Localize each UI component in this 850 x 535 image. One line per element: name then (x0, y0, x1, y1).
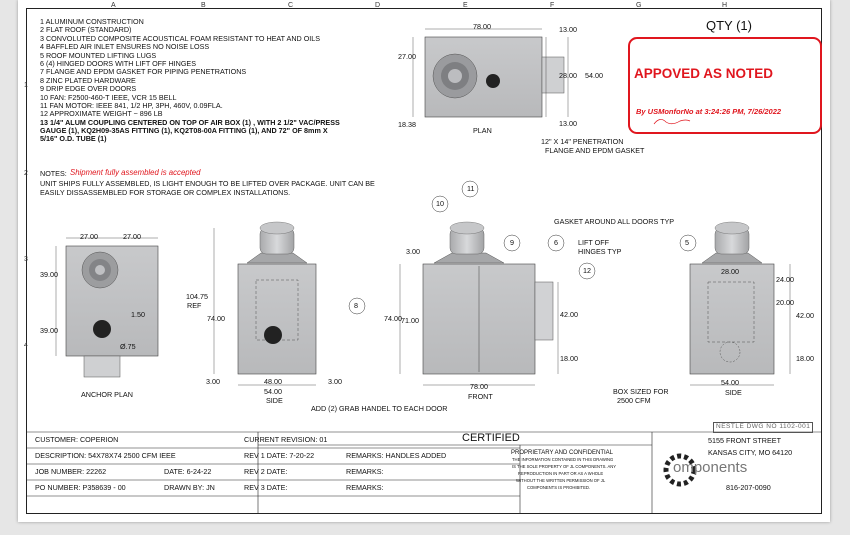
callout-12: 12 (583, 266, 591, 275)
callout-6: 6 (554, 238, 558, 247)
tb-customer: CUSTOMER: COPERION (35, 435, 119, 444)
tb-phone: 816-207-0090 (726, 483, 771, 492)
tb-prop-line: THE INFORMATION CONTAINED IN THIS DRAWING (512, 457, 614, 462)
side-label: SIDE (266, 396, 283, 405)
front-hinge-note-1: LIFT OFF (578, 238, 610, 247)
drawing-sheet (18, 0, 830, 522)
side2-dim-a: 24.00 (776, 275, 794, 284)
stamp-title: APPOVED AS NOTED (634, 66, 774, 81)
front-grab-note: ADD (2) GRAB HANDEL TO EACH DOOR (311, 404, 448, 413)
anchor-plan-label: ANCHOR PLAN (81, 390, 133, 399)
side-view (214, 222, 316, 385)
plan-view (413, 29, 568, 117)
tb-rev2-date: REV 2 DATE: (244, 467, 288, 476)
spec-line: 12 APPROXIMATE WEIGHT ~ 896 LB (40, 109, 163, 119)
spec-line: 10 FAN: F2500-460-T IEEE, VCR 15 BELL (40, 92, 177, 102)
tb-prop-title: PROPRIETARY AND CONFIDENTIAL (511, 450, 614, 456)
grid-row-1: 1 (24, 82, 28, 89)
spec-line: 6 (4) HINGED DOORS WITH LIFT OFF HINGES (40, 58, 197, 68)
anchor-dim-e: 1.50 (131, 310, 145, 319)
grid-row-3: 3 (24, 256, 28, 263)
side2-dim-top: 28.00 (721, 267, 739, 276)
front-dim-body-outer: 74.00 (384, 314, 402, 323)
grid-col-b: B (201, 2, 206, 9)
drawing-number: NESTLE DWG NO 1102-001 (713, 422, 813, 433)
grid-col-f: F (550, 2, 555, 9)
side-dim-width: 48.00 (264, 377, 282, 386)
plan-callout-1: 12" X 14" PENETRATION (541, 137, 624, 146)
tb-drawn: DRAWN BY: JN (164, 483, 215, 492)
callout-8: 8 (354, 301, 358, 310)
tb-rev3-remarks: REMARKS: (346, 483, 384, 492)
anchor-plan-view (56, 238, 158, 377)
plan-dim-left: 18.38 (398, 120, 416, 129)
plan-label: PLAN (473, 126, 492, 135)
plan-dim-right-top: 13.00 (559, 25, 577, 34)
tb-po: PO NUMBER: P358639 - 00 (35, 483, 126, 492)
quantity: QTY (1) (706, 18, 752, 33)
anchor-dim-f: Ø.75 (120, 342, 136, 351)
tb-logo: omponents (673, 459, 748, 476)
front-hinge-note-2: HINGES TYP (578, 247, 622, 256)
callout-10: 10 (436, 199, 444, 208)
callout-11: 11 (467, 184, 475, 193)
anchor-dim-b: 27.00 (123, 232, 141, 241)
spec-line: 11 FAN MOTOR: IEEE 841, 1/2 HP, 3PH, 460V, 0.09FLA. (40, 100, 223, 110)
tb-prop-line: REPRODUCTION IN PART OR AS A WHOLE (518, 471, 604, 476)
side2-dim-c: 42.00 (796, 311, 814, 320)
spec-line: 5 ROOF MOUNTED LIFTING LUGS (40, 50, 157, 60)
notes-handwritten: Shipment fully assembled is accepted (70, 168, 201, 177)
tb-certified: CERTIFIED (462, 432, 520, 444)
grid-row-4: 4 (24, 342, 28, 349)
grid-col-g: G (636, 2, 642, 9)
side-dim-right-off: 3.00 (328, 377, 342, 386)
spec-line: 8 ZINC PLATED HARDWARE (40, 75, 136, 85)
tb-prop-line: IS THE SOLE PROPERTY OF JL COMPONENTS. ANY (512, 464, 617, 469)
grid-col-a: A (111, 2, 116, 9)
front-dim-door: 42.00 (560, 310, 578, 319)
side2-dim-width: 54.00 (721, 378, 739, 387)
side2-dim-d: 18.00 (796, 354, 814, 363)
plan-callout-2: FLANGE AND EPDM GASKET (545, 146, 645, 155)
tb-rev1-date: REV 1 DATE: 7-20-22 (244, 451, 315, 460)
front-dim-bottom: 18.00 (560, 354, 578, 363)
grid-row-2: 2 (24, 170, 28, 177)
tb-prop-line: WITHOUT THE WRITTEN PERMISSION OF JL (516, 478, 606, 483)
callout-5: 5 (685, 238, 689, 247)
plan-dim-right-bottom: 13.00 (559, 119, 577, 128)
spec-line: 2 FLAT ROOF (STANDARD) (40, 25, 132, 35)
front-view (400, 222, 558, 385)
spec-line: 1 ALUMINUM CONSTRUCTION (40, 17, 144, 26)
notes-line-2: EASILY DISSASSEMBLED FOR STORAGE OR COMPLEX INSTALLATIONS. (40, 188, 291, 197)
tb-job: JOB NUMBER: 22262 (35, 467, 107, 476)
spec-line-bold: GAUGE (1), KQ2H09-35AS FITTING (1), KQ2T08-00A FITTING (1), AND 72" OF 8mm X (40, 126, 328, 136)
tb-rev2-remarks: REMARKS: (346, 467, 384, 476)
tb-date: DATE: 6-24-22 (164, 467, 212, 476)
front-dim-body-inner: 71.00 (401, 316, 419, 325)
front-dim-width: 78.00 (470, 382, 488, 391)
side-dim-ref: REF (187, 301, 202, 310)
tb-address-1: 5155 FRONT STREET (708, 436, 781, 445)
tb-address-2: KANSAS CITY, MO 64120 (708, 448, 793, 457)
side2-box-note-1: BOX SIZED FOR (613, 387, 669, 396)
grid-col-d: D (375, 2, 381, 9)
spec-line-bold: 13 1/4" ALUM COUPLING CENTERED ON TOP OF AIR BOX (1) , WITH 2 1/2" VAC/PRESS (40, 117, 340, 127)
spec-line-bold: 5/16" O.D. TUBE (1) (40, 134, 107, 144)
spec-line: 3 CONVOLUTED COMPOSITE ACOUSTICAL FOAM RESISTANT TO HEAT AND OILS (40, 33, 321, 43)
grid-col-c: C (288, 2, 294, 9)
side-view-2 (690, 222, 790, 385)
side-dim-total: 54.00 (264, 387, 282, 396)
spec-line: 9 DRIP EDGE OVER DOORS (40, 84, 137, 94)
side2-box-note-2: 2500 CFM (617, 396, 651, 405)
anchor-dim-a: 27.00 (80, 232, 98, 241)
spec-line: 7 FLANGE AND EPDM GASKET FOR PIPING PENETRATIONS (40, 67, 247, 77)
plan-dim-depth: 27.00 (398, 52, 416, 61)
side-dim-left-off: 3.00 (206, 377, 220, 386)
front-dim-top: 3.00 (406, 247, 420, 256)
side2-dim-b: 20.00 (776, 298, 794, 307)
tb-revision: CURRENT REVISION: 01 (244, 435, 328, 444)
side2-label: SIDE (725, 388, 742, 397)
tb-rev1-remarks: REMARKS: HANDLES ADDED (346, 451, 447, 460)
side-dim-body: 74.00 (207, 314, 225, 323)
front-gasket-note: GASKET AROUND ALL DOORS TYP (554, 217, 675, 226)
callout-9: 9 (510, 238, 514, 247)
stamp-by: By USMonforNo at 3:24:26 PM, 7/26/2022 (636, 107, 782, 116)
anchor-dim-d: 39.00 (40, 326, 58, 335)
plan-dim-mid: 28.00 (559, 71, 577, 80)
anchor-dim-c: 39.00 (40, 270, 58, 279)
grid-col-h: H (722, 2, 728, 9)
tb-prop-line: COMPONENTS IS PROHIBITED. (527, 485, 591, 490)
front-label: FRONT (468, 392, 493, 401)
notes-line-1: UNIT SHIPS FULLY ASSEMBLED, IS LIGHT ENOUGH TO BE LIFTED OVER PACKAGE. UNIT CAN BE (40, 179, 375, 188)
notes-label: NOTES: (40, 169, 67, 178)
side-dim-height: 104.75 (186, 292, 208, 301)
plan-dim-width: 78.00 (473, 22, 491, 31)
tb-description: DESCRIPTION: 54X78X74 2500 CFM IEEE (35, 451, 176, 460)
tb-rev3-date: REV 3 DATE: (244, 483, 288, 492)
plan-dim-total: 54.00 (585, 71, 603, 80)
grid-col-e: E (463, 2, 468, 9)
spec-line: 4 BAFFLED AIR INLET ENSURES NO NOISE LOSS (40, 42, 210, 52)
